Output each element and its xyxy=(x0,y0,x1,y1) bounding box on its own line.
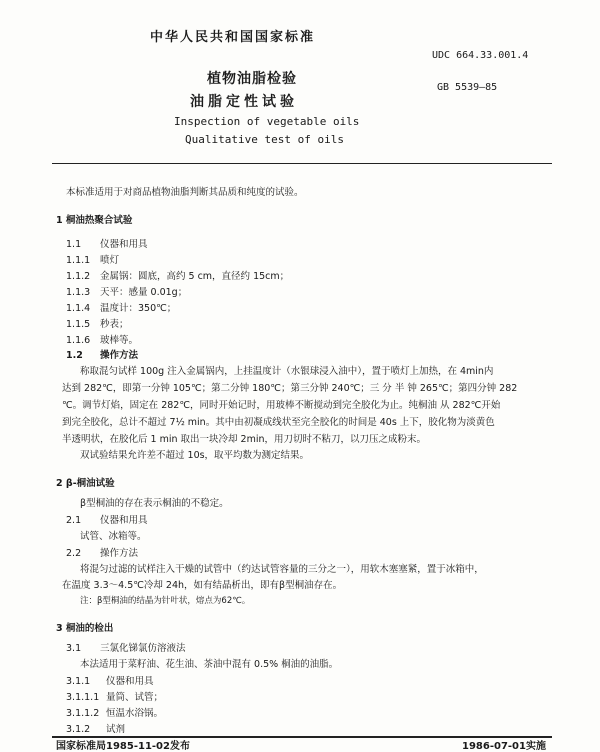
result-tolerance: 双试验结果允许差不超过 10s，取平均数为测定结果。 xyxy=(80,450,310,461)
list-item: 1.1.5 秒表； xyxy=(66,319,129,330)
list-item: 3.1.2 试剂 xyxy=(66,724,126,735)
list-item: 1.1.1 喷灯 xyxy=(66,255,120,266)
section-3-heading: 3 桐油的检出 xyxy=(56,623,114,634)
procedure-line-1: 将混匀过滤的试样注入干燥的试管中（约达试管容量的三分之一），用软木塞塞紧，置于冰箱中， xyxy=(80,564,484,575)
title-cn-line2: 油脂定性试验 xyxy=(190,94,298,110)
gb-number: GB 5539—85 xyxy=(437,82,498,93)
udc-code: UDC 664.33.001.4 xyxy=(432,50,529,61)
title-en-line2: Qualitative test of oils xyxy=(185,133,344,146)
effective-date: 1986-07-01实施 xyxy=(462,741,546,752)
list-item: 3.1.1.2 恒温水浴锅。 xyxy=(66,708,164,719)
issue-date: 国家标准局1985-11-02发布 xyxy=(56,741,190,752)
procedure-line-3: ℃。调节灯焰，固定在 282℃，同时开始记时，用玻棒不断搅动到完全胶化为止。纯桐油 从 282℃开始 xyxy=(62,400,501,411)
subsection-1-2: 1.2 操作方法 xyxy=(66,350,139,361)
standard-org-header: 中华人民共和国国家标准 xyxy=(150,30,316,45)
subsection-2-2: 2.2 操作方法 xyxy=(66,548,139,559)
list-item: 1.1.2 金属锅：圆底，高约 5 cm，直径约 15cm； xyxy=(66,271,290,282)
list-item: 3.1.1.1 量筒、试管； xyxy=(66,692,164,703)
list-item: 1.1.3 天平：感量 0.01g； xyxy=(66,287,188,298)
procedure-line-4: 到完全胶化，总计不超过 7½ min。其中由初凝成线状至完全胶化的时间是 40s 上下，胶化物为淡黄色 xyxy=(62,417,495,428)
note-text: 注：β型桐油的结晶为针叶状，熔点为62℃。 xyxy=(80,596,251,606)
procedure-line-2: 在温度 3.3～4.5℃冷却 24h，如有结晶析出，即有β型桐油存在。 xyxy=(62,580,343,591)
method-scope: 本法适用于菜籽油、花生油、茶油中混有 0.5% 桐油的油脂。 xyxy=(80,659,339,670)
procedure-line-2: 达到 282℃，即第一分钟 105℃；第二分钟 180℃；第三分钟 240℃；三 分 半 钟 265℃；第四分钟 282 xyxy=(62,383,518,394)
title-en-line1: Inspection of vegetable oils xyxy=(174,115,360,128)
section-1-heading: 1 桐油热聚合试验 xyxy=(56,215,133,226)
list-item: 3.1.1 仪器和用具 xyxy=(66,676,154,687)
header-rule xyxy=(52,163,552,164)
procedure-line-1: 称取混匀试样 100g 注入金属锅内，上挂温度计（水银球浸入油中），置于喷灯上加热，在 4min内 xyxy=(80,366,494,377)
list-item: 1.1.6 玻棒等。 xyxy=(66,335,139,346)
list-item: 1.1.4 温度计：350℃； xyxy=(66,303,177,314)
subsection-3-1: 3.1 三氯化锑氯仿溶液法 xyxy=(66,643,186,654)
section-2-heading: 2 β-桐油试验 xyxy=(56,478,115,489)
section-2-intro: β型桐油的存在表示桐油的不稳定。 xyxy=(80,498,229,509)
subsection-1-1: 1.1 仪器和用具 xyxy=(66,239,148,250)
title-cn-line1: 植物油脂检验 xyxy=(207,71,297,87)
intro-text: 本标准适用于对商品植物油脂判断其品质和纯度的试验。 xyxy=(66,187,304,198)
procedure-line-5: 半透明状，在胶化后 1 min 取出一块冷却 2min，用刀切时不粘刀，以刀压之成粉末。 xyxy=(62,434,426,445)
subsection-2-1: 2.1 仪器和用具 xyxy=(66,515,148,526)
equipment-list: 试管、冰箱等。 xyxy=(80,531,147,542)
